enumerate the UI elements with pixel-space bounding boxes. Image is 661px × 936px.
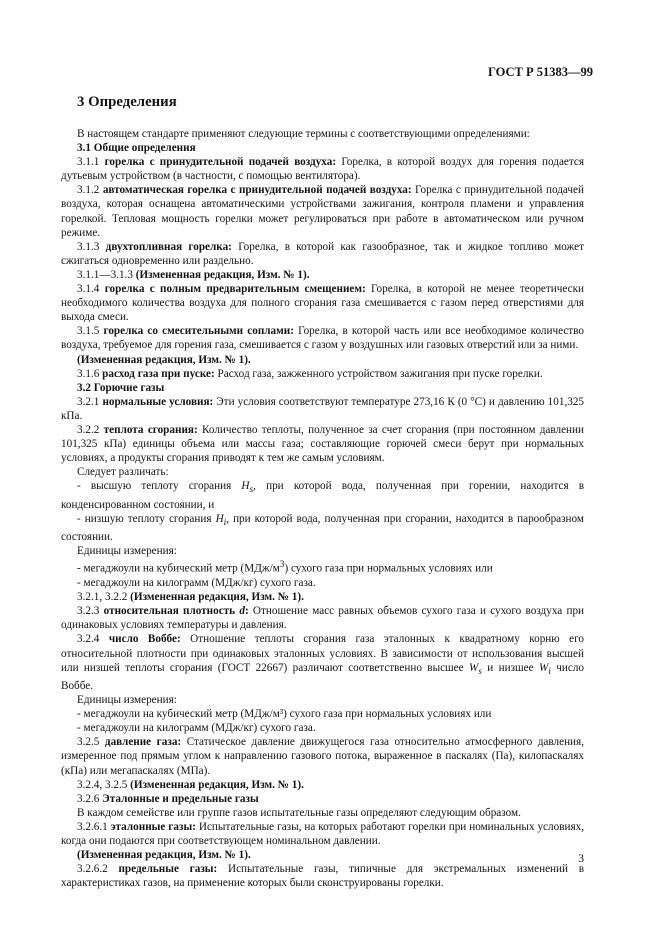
subsection-heading: 3.2 Горючие газы — [77, 381, 165, 394]
definition-3-1-4 — [61, 282, 584, 324]
term: горелка со смесительными соплами: — [103, 325, 294, 338]
definition-text: Статическое давление движущегося газа относительно атмосферного давления, измеренное под прямым углом к направлению газового потока, выраженное в паскалях (Па), килопаскалях (кПа) или мегапаскалях (МПа). — [61, 736, 584, 777]
term: давление газа: — [104, 736, 182, 749]
clause-number: 3.1.3 — [77, 240, 100, 253]
amendment-text: (Измененная редакция, Изм. № 1). — [135, 268, 310, 281]
symbol: d — [239, 605, 245, 618]
clause-number: 3.2.1 — [77, 395, 100, 408]
heading-text: Эталонные и предельные газы — [102, 792, 259, 805]
definition-3-2-6-2 — [61, 862, 584, 890]
document-body — [61, 127, 584, 890]
definition-text: Горелка с принудительной подачей воздуха, которая оснащена автоматическими устройствами зажигания, контроля пламени и управления горелкой. Тепловая мощность горелки может регулироваться при работе в автоматическом или ручном режиме. — [61, 184, 585, 239]
subsection-heading: 3.1 Общие определения — [77, 142, 196, 155]
definition-text: Испытательные газы, типичные для экстремальных изменений в характеристиках газов, на применение которых были сконструированы горелки. — [61, 863, 585, 890]
definition-3-1-5 — [61, 324, 584, 352]
symbol: W — [538, 661, 549, 674]
clause-number: 3.2.6.1 — [77, 820, 108, 833]
list-item-higher-heat: - высшую теплоту сгорания $H_s$, при которой вода, полученная при горении, находится в конденсированном состоянии, и — [61, 480, 585, 511]
clause-number: 3.2.1, 3.2.2 — [77, 591, 128, 604]
term: горелка с полным предварительным смещением: — [104, 283, 366, 296]
definition-text: Горелка, в которой воздух для горения подается дутьевым устройством (в частности, с помощью вентилятора). — [61, 156, 585, 183]
units-title: Единицы измерения: — [77, 694, 177, 707]
definition-3-2-1 — [61, 395, 584, 423]
amendment-text: (Измененная редакция, Изм. № 1). — [130, 778, 304, 791]
clause-number: 3.1.5 — [77, 325, 100, 338]
amendment-note: (Измененная редакция, Изм. № 1). — [77, 849, 251, 862]
document-code: ГОСТ Р 51383—99 — [487, 65, 593, 79]
definition-3-1-1 — [61, 155, 584, 183]
definition-3-1-3 — [61, 240, 584, 268]
amendment-note — [61, 268, 584, 282]
intro-paragraph: В настоящем стандарте применяют следующие термины с соответствующими определениями: — [77, 128, 530, 140]
term: нормальные условия: — [102, 395, 214, 408]
definition-3-2-6-1 — [61, 820, 584, 848]
clause-number: 3.2.6.2 — [77, 863, 108, 876]
list-item: - мегаджоули на кубический метр $(МДж/м^3)$ сухого газа при нормальных условиях или — [77, 560, 493, 576]
definition-3-1-6 — [61, 367, 584, 381]
definition-text: Горелка, в которой не менее теоретически необходимого количества воздуха для полного сгорания газа смешивается с газом перед отверстиями для выхода смеси. — [61, 283, 585, 324]
term: горелка с принудительной подачей воздуха: — [104, 156, 337, 169]
section-title: 3 Определения — [77, 94, 177, 110]
term: расход газа при пуске: — [102, 367, 215, 380]
term: теплота сгорания: — [103, 423, 198, 436]
list-item-lower-heat: - низшую теплоту сгорания $H_i$, при которой вода, полученная при сгорании, находится в парообразном состоянии. — [61, 512, 584, 544]
clause-number: 3.1.6 — [77, 367, 100, 380]
definition-3-2-5 — [61, 735, 584, 777]
term: автоматическая горелка с принудительной подачей воздуха: — [102, 184, 412, 197]
term: число Воббе: — [108, 633, 181, 646]
term: предельные газы: — [118, 863, 218, 876]
symbol: W — [468, 661, 479, 674]
definition-3-2-3: 3.2.3 относительная плотность d: Отношение масс равных объемов сухого газа и сухого воздуха при одинаковых условиях температуры и давления. — [61, 605, 585, 632]
subsection-heading — [61, 792, 584, 806]
definition-text: Расход газа, зажженного устройством зажигания при пуске горелки. — [217, 367, 543, 380]
clause-number: 3.1.2 — [77, 184, 100, 197]
clause-number: 3.1.1 — [77, 156, 100, 169]
definition-3-2-2 — [61, 423, 584, 465]
clause-number: 3.1.1—3.1.3 — [77, 268, 133, 281]
definition-text: Эти условия соответствуют температуре 273,16 К (0 °С) и давлению 101,325 кПа. — [61, 395, 585, 422]
definition-text: Горелка, в которой как газообразное, так и жидкое топливо может сжигаться одновременно или раздельно. — [61, 240, 584, 267]
page-number: 3 — [578, 853, 584, 865]
list-item: - мегаджоули на кубический метр (МДж/м³) сухого газа при нормальных условиях или — [77, 708, 492, 721]
definition-text: Горелка, в которой часть или все необходимое количество воздуха, требуемое для горения газа, смешивается с газом у воздушных или газовых отверстий или за ними. — [61, 325, 584, 352]
symbol: H — [241, 480, 250, 493]
list-item: - мегаджоули на килограмм (МДж/кг) сухого газа. — [77, 722, 316, 735]
amendment-text: (Измененная редакция, Изм. № 1). — [130, 591, 304, 604]
list-item: - мегаджоули на килограмм (МДж/кг) сухого газа. — [77, 577, 316, 590]
amendment-note — [61, 778, 584, 792]
term: относительная плотность — [103, 605, 236, 618]
clause-number: 3.2.2 — [77, 423, 100, 436]
definition-text: Испытательные газы, на которых работают горелки при номинальных условиях, когда они подаются при соответствующем номинальном давлении. — [61, 820, 584, 848]
amendment-note — [61, 590, 584, 604]
clause-number: 3.2.5 — [77, 736, 100, 749]
amendment-note: (Измененная редакция, Изм. № 1). — [77, 353, 251, 366]
families-paragraph: В каждом семействе или группе газов испытательные газы определяют следующим образом. — [77, 806, 521, 819]
definition-3-2-4: 3.2.4 число Воббе: Отношение теплоты сгорания газа эталонных к квадратному корню его относительной плотности при одинаковых эталонных условиях. В зависимости от использования высшей или низшей теплоты сгорания (ГОСТ 22667) различают соответственно высшее $W_s$ и низшее $W_i$ число Воббе. — [61, 633, 584, 692]
clause-number: 3.2.4, 3.2.5 — [77, 778, 128, 791]
clause-number: 3.2.3 — [77, 605, 100, 618]
definition-text: Отношение масс равных объемов сухого газа и сухого воздуха при одинаковых условиях температуры и давления. — [61, 605, 585, 632]
definition-text: Количество теплоты, полученное за счет сгорания (при постоянном давлении 101,325 кПа) единицы объема или массы газа; составляющие горючей смеси берут при нормальных условиях, а продукты сгорания приводят к тем же самым условиям. — [61, 423, 585, 465]
definition-3-1-2 — [61, 183, 584, 239]
units-title: Единицы измерения: — [77, 545, 177, 558]
term: двухтопливная горелка: — [105, 240, 232, 253]
distinguish-line: Следует различать: — [77, 466, 169, 479]
symbol: H — [215, 512, 224, 525]
clause-number: 3.2.6 — [77, 792, 100, 805]
term: эталонные газы: — [110, 820, 196, 833]
clause-number: 3.1.4 — [77, 283, 100, 296]
clause-number: 3.2.4 — [77, 633, 100, 646]
